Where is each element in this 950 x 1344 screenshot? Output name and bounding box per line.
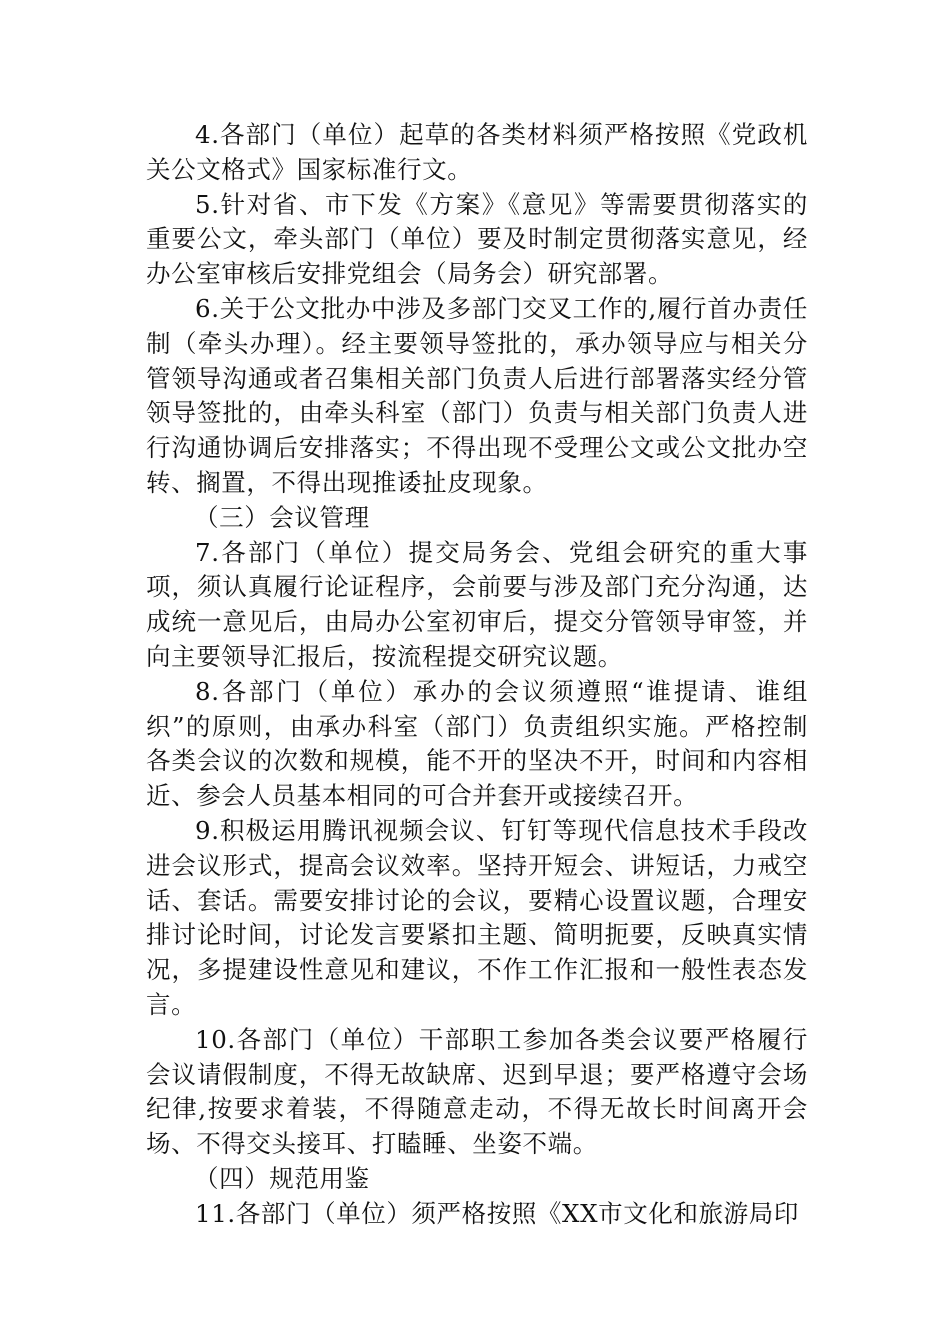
section-heading-meeting-management: （三）会议管理 [194, 502, 370, 532]
paragraph-item-9: 9.积极运用腾讯视频会议、钉钉等现代信息技术手段改进会议形式，提高会议效率。坚持开短会、讲短话，力戒空话、套话。需要安排讨论的会议，要精心设置议题，合理安排讨论时间，讨论发言要紧扣主题、简明扼要，反映真实情况，多提建设性意见和建议，不作工作汇报和一般性表态发言。 [146, 815, 808, 1019]
paragraph-item-6: 6.关于公文批办中涉及多部门交叉工作的,履行首办责任制（牵头办理）。经主要领导签批的，承办领导应与相关分管领导沟通或者召集相关部门负责人后进行部署落实经分管领导签批的，由牵头科室（部门）负责与相关部门负责人进行沟通协调后安排落实；不得出现不受理公文或公文批办空转、搁置，不得出现推诿扯皮现象。 [146, 293, 808, 497]
paragraph-item-4: 4.各部门（单位）起草的各类材料须严格按照《党政机关公文格式》国家标准行文。 [146, 120, 808, 184]
paragraph-item-5: 5.针对省、市下发《方案》《意见》等需要贯彻落实的重要公文，牵头部门（单位）要及时制定贯彻落实意见，经办公室审核后安排党组会（局务会）研究部署。 [146, 189, 808, 289]
paragraph-item-7: 7.各部门（单位）提交局务会、党组会研究的重大事项，须认真履行论证程序，会前要与涉及部门充分沟通，达成统一意见后，由局办公室初审后，提交分管领导审签，并向主要领导汇报后，按流程提交研究议题。 [146, 537, 808, 671]
section-heading-seal-usage: （四）规范用鉴 [194, 1163, 370, 1193]
document-page [146, 118, 808, 1232]
paragraph-item-11: 11.各部门（单位）须严格按照《XX市文化和旅游局印 [195, 1198, 799, 1228]
paragraph-item-10: 10.各部门（单位）干部职工参加各类会议要严格履行会议请假制度，不得无故缺席、迟到早退；要严格遵守会场纪律,按要求着装，不得随意走动，不得无故长时间离开会场、不得交头接耳、打瞌睡、坐姿不端。 [146, 1024, 808, 1159]
paragraph-item-8: 8.各部门（单位）承办的会议须遵照“谁提请、谁组织”的原则，由承办科室（部门）负责组织实施。严格控制各类会议的次数和规模，能不开的坚决不开，时间和内容相近、参会人员基本相同的可合并套开或接续召开。 [146, 676, 808, 811]
